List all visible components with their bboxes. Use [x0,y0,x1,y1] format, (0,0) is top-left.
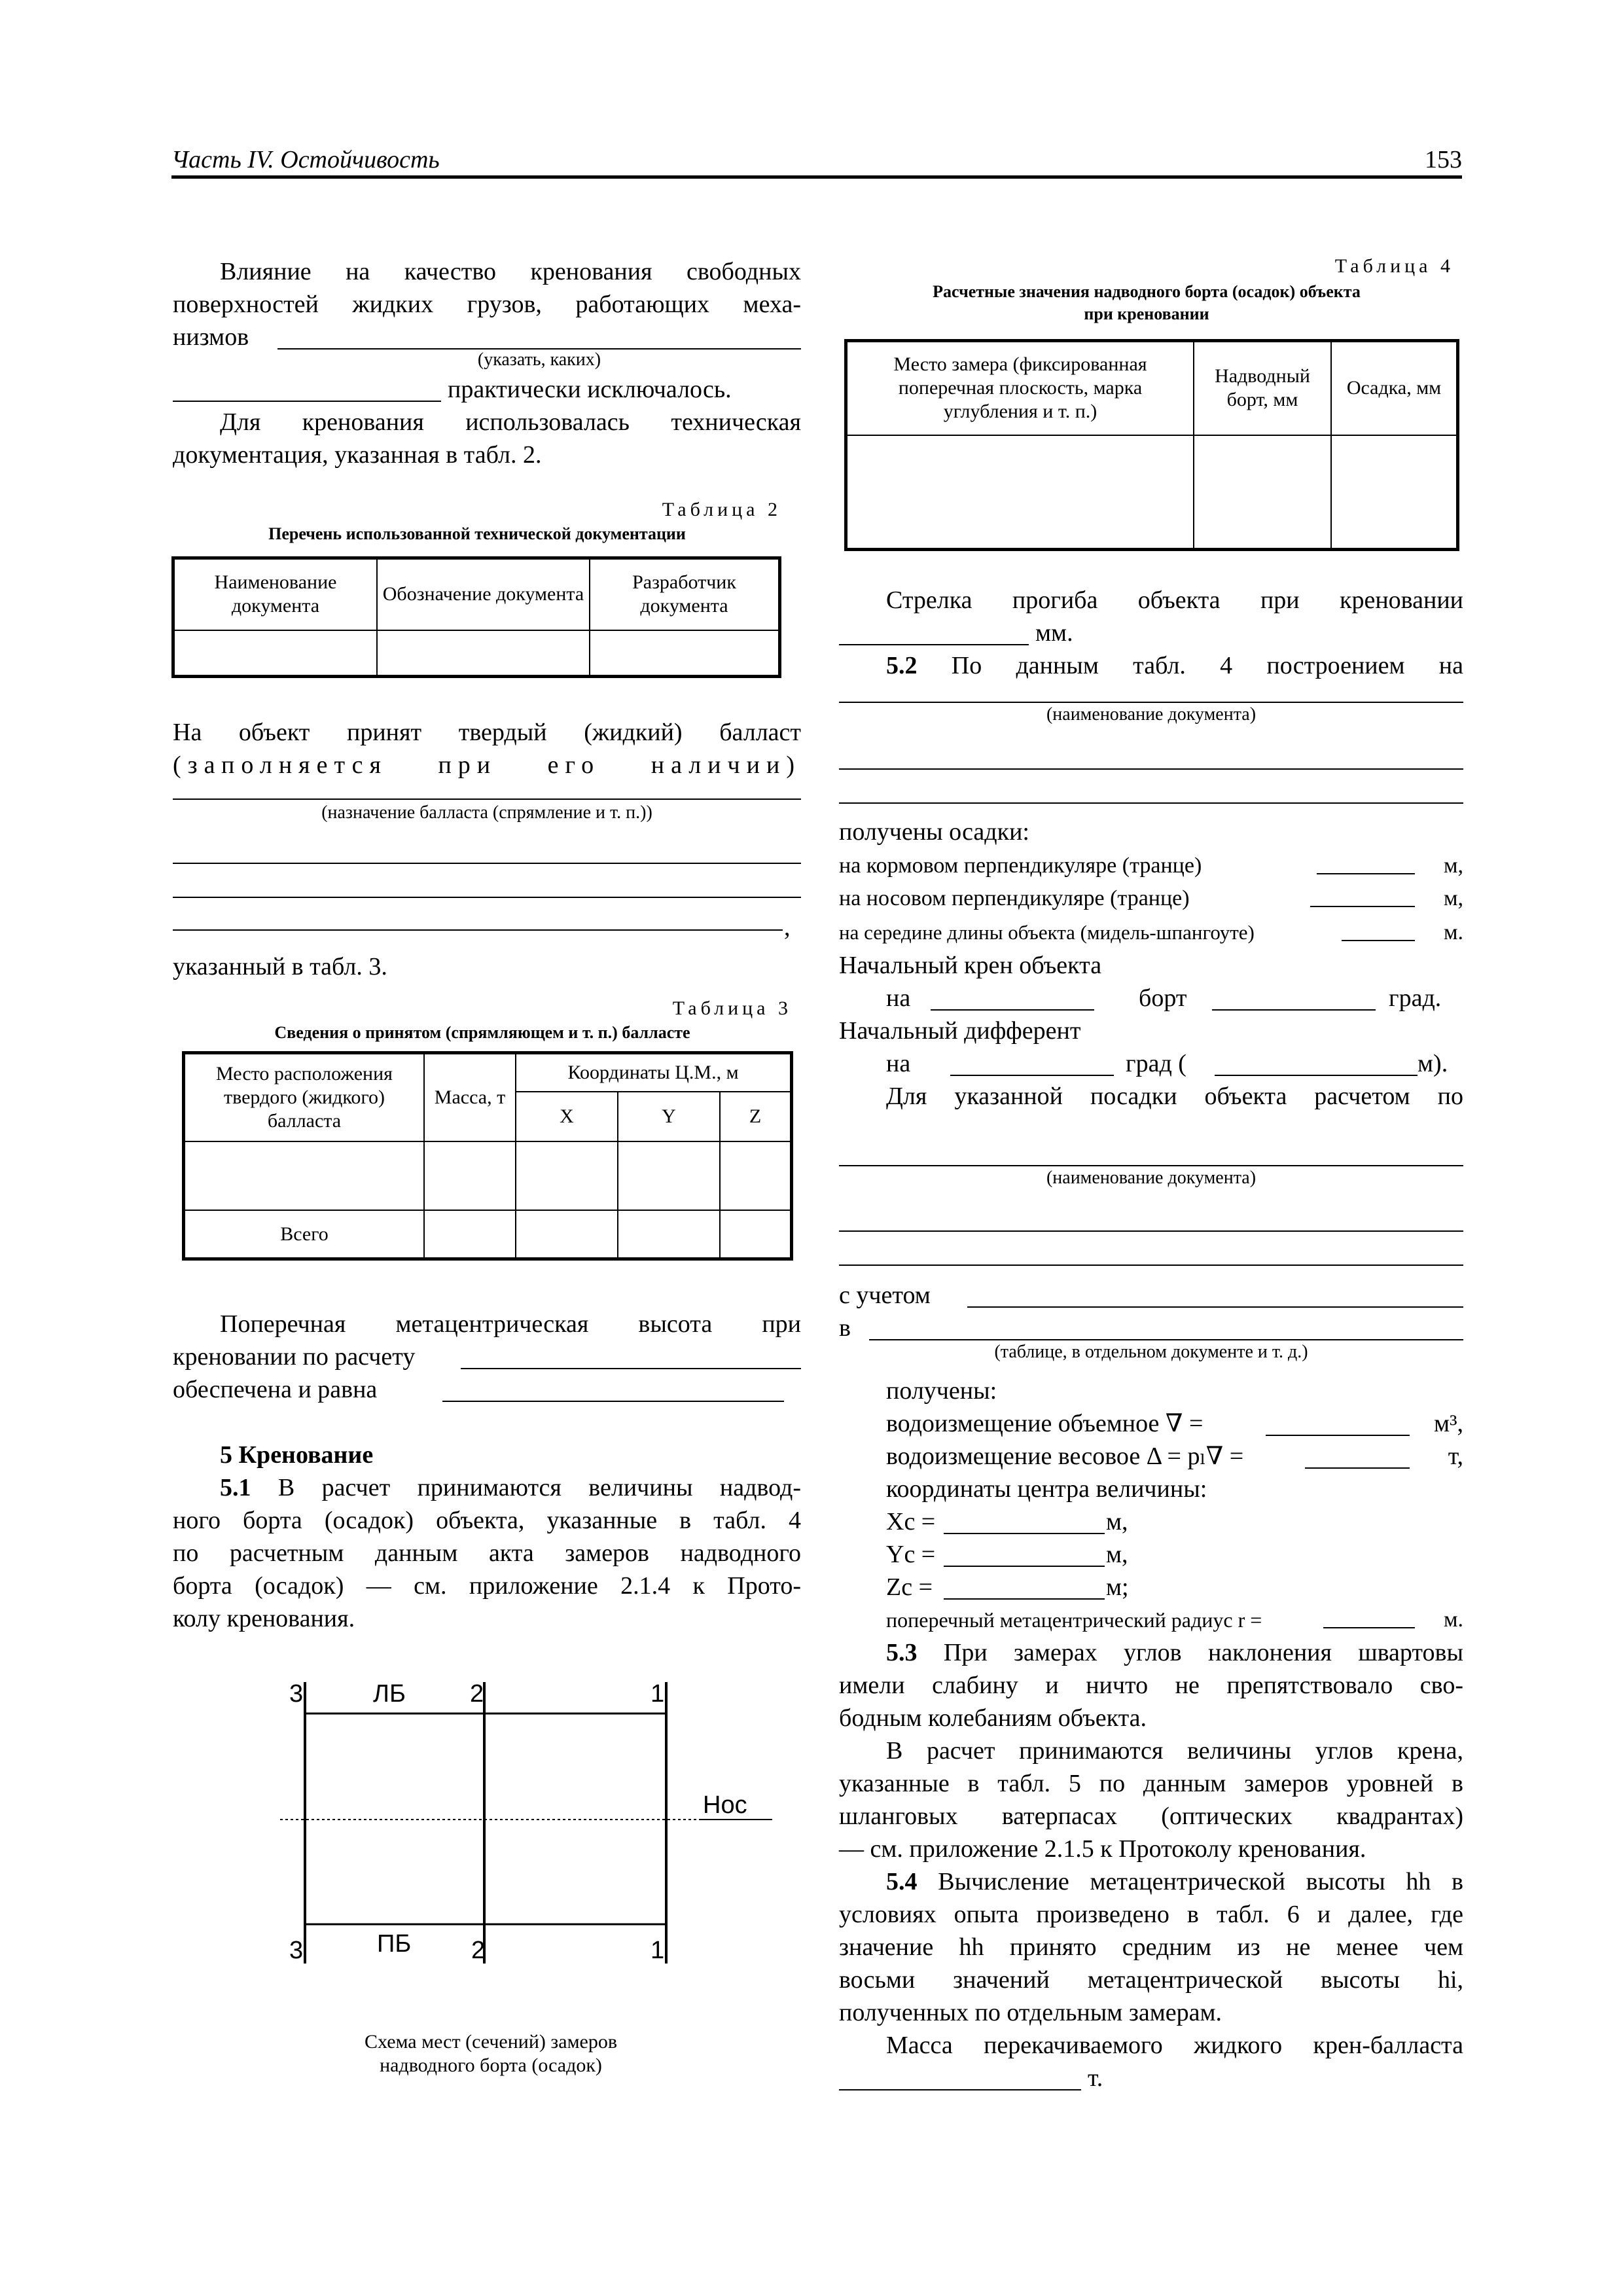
fill-line-trim-deg [950,1075,1114,1076]
table3-total-label: Всего [184,1210,425,1259]
para-free-surfaces-2: поверхностей жидких грузов, работающих меха- [173,291,801,318]
para-deflection: Стрелка прогиба объекта при креновании [886,586,1463,614]
fill-line-with-account [967,1306,1463,1308]
table4-title-2: при креновании [1084,304,1209,323]
fill-line-in [869,1339,1463,1340]
table3-header-z: Z [720,1092,792,1141]
unit-t: т, [1448,1443,1463,1470]
para-54-4: восьми значений метацентрической высоты hi, [839,1966,1463,1994]
text-by-calc: креновании по расчету [173,1343,416,1371]
table3-header-y: Y [618,1092,720,1141]
table2-header-designation: Обозначение документа [377,558,590,630]
para-mass: Масса перекачиваемого жидкого крен-балласта [886,2032,1463,2059]
running-header-title: Часть IV. Остойчивость [171,146,440,173]
header-rule [171,175,1462,179]
row-fwd-draft [839,884,1463,914]
table3-cell[interactable] [516,1141,618,1211]
fill-line-mechanisms [277,348,801,350]
para-51-2: ного борта (осадок) объекта, указанные в табл. 4 [173,1507,801,1534]
para-ballast-3: указанный в табл. 3. [173,953,387,980]
para-51-4: борта (осадок) — см. приложение 2.1.4 к Прото- [173,1572,801,1600]
fill-line-heel-deg [1212,1009,1376,1011]
s51-text: В расчет принимаются величины надвод- [277,1474,802,1501]
para-angles-2: указанные в табл. 5 по данным замеров уровней в [839,1770,1463,1797]
row-with-account [839,1279,1463,1312]
text-volume-displacement: водоизмещение объемное ∇ = [886,1410,1204,1437]
label-lb: ЛБ [373,1680,406,1708]
para-angles-1: В расчет принимаются величины углов крена, [886,1737,1463,1765]
text-obtained: получены: [886,1377,997,1405]
caption-document-name: (наименование документа) [1046,704,1257,725]
fill-line-heel-side [931,1009,1094,1011]
para-angles-3: шланговых ватерпасах (оптических квадрантах) [839,1803,1463,1830]
s51-number: 5.1 [220,1474,251,1501]
fill-line [839,768,1463,770]
table3 [182,1051,793,1261]
para-mass-2 [839,2062,1463,2094]
table2 [171,556,781,678]
row-weight-displacement [886,1440,1463,1473]
text-xc: Xc = [886,1508,936,1535]
table2-cell[interactable] [377,630,590,677]
para-metacentric-2 [173,1340,801,1373]
fill-line [839,802,1463,804]
table4-number: Таблица 4 [1334,255,1454,277]
fill-line-trim-m [1215,1075,1418,1076]
fill-line-fwd [1310,906,1415,907]
para-calc: Для указанной посадки объекта расчетом по [886,1083,1463,1110]
table3-number: Таблица 3 [672,997,792,1019]
para-docs-1: Для кренования использовалась техническая [220,408,801,436]
table3-cell[interactable] [618,1210,720,1259]
fill-line-equal [442,1401,784,1402]
para-53-2: имели слабину и ничто не препятствовало сво- [839,1672,1463,1699]
text-metacentric-radius: поперечный метацентрический радиус r = [886,1608,1262,1632]
right-body-2 [839,1636,1463,2094]
unit-m: м, [1443,853,1463,878]
caption-ballast-purpose: (назначение балласта (спрямление и т. п.)) [321,802,652,823]
unit-m-end: м. [1443,920,1463,944]
fill-line-radius [1323,1627,1415,1628]
text-excluded: практически исключалось. [448,376,732,403]
fill-line-yc [944,1566,1105,1567]
table4-header-freeboard: Надводный борт, мм [1194,341,1331,435]
text-zc: Zc = [886,1573,933,1601]
text-deg-open: град ( [1126,1050,1186,1077]
para-deflection-2 [839,617,1463,649]
table2-cell[interactable] [590,630,780,677]
para-free-surfaces-4 [173,373,801,406]
fill-line [173,929,783,931]
para-54-2: условиях опыта произведено в табл. 6 и далее, где [839,1901,1463,1928]
caption-document-name-2: (наименование документа) [1046,1168,1257,1188]
para-metacentric-1: Поперечная метацентрическая высота при [220,1310,801,1338]
text-equal: обеспечена и равна [173,1376,378,1403]
table2-title: Перечень использованной технической документации [268,524,686,543]
fill-line [839,1265,1463,1266]
fill-line-excluded [173,401,441,402]
para-51-5: колу кренования. [173,1605,355,1632]
table3-cell[interactable] [720,1141,792,1211]
table4-cell[interactable] [846,435,1194,550]
text-mm: мм. [1035,619,1073,647]
para-free-surfaces-1: Влияние на качество кренования свободных [220,258,801,285]
para-free-surfaces-3 [173,321,801,353]
label-1-bottom: 1 [651,1937,665,1964]
row-zc [886,1571,1279,1604]
comma: , [784,914,791,941]
para-54-1 [839,1865,1463,1898]
table3-title: Сведения о принятом (спрямляющем и т. п.) балласте [274,1023,690,1042]
row-yc [886,1538,1279,1571]
unit-m: м, [1106,1508,1128,1535]
text-aft-perp: на кормовом перпендикуляре (транце) [839,853,1202,878]
text-yc: Yc = [886,1541,936,1568]
table4 [844,339,1459,551]
para-53-1 [839,1636,1463,1669]
metacentric-block [173,1308,801,1406]
text-na: на [886,984,911,1012]
table3-cell[interactable] [516,1210,618,1259]
para-54-3: значение hh принято средним из не менее чем [839,1933,1463,1961]
para-metacentric-3 [173,1373,801,1406]
text-initial-heel: Начальный крен объекта [839,952,1102,979]
para-53-3: бодным колебаниям объекта. [839,1704,1147,1732]
table3-header-mass: Масса, т [424,1053,516,1141]
fill-line-volume [1266,1435,1410,1436]
table2-number: Таблица 2 [662,499,781,520]
para-52 [839,649,1463,682]
para-ballast-2: (заполняется при его наличии) [173,751,801,779]
s52-text: По данным табл. 4 построением на [951,652,1464,679]
table3-header-coords: Координаты Ц.М., м [516,1053,792,1092]
para-51-1 [173,1471,801,1504]
table3-cell[interactable] [720,1210,792,1259]
table4-title-1: Расчетные значения надводного борта (осадок) объекта [933,282,1361,301]
fill-line-deflection [839,644,1029,645]
s54-text: Вычисление метацентрической высоты hh в [938,1868,1463,1895]
row-volume-displacement [886,1407,1463,1440]
s52-number: 5.2 [886,652,918,679]
para-ballast-1: На объект принят твердый (жидкий) балласт [173,719,801,746]
table2-header-name: Наименование документа [173,558,378,630]
para-docs-2: документация, указанная в табл. 2. [173,441,542,469]
text-fwd-perp: на носовом перпендикуляре (транце) [839,886,1190,910]
text-with-account: с учетом [839,1282,931,1309]
fill-line-aft [1317,873,1415,874]
ballast-block [173,716,801,781]
table3-header-place: Место расположения твердого (жидкого) балласта [184,1053,425,1141]
row-aft-draft [839,851,1463,881]
text-weight-displacement: водоизмещение весовое Δ = pₗ∇ = [886,1443,1244,1470]
table2-cell[interactable] [173,630,378,677]
right-body-1 [839,584,1463,682]
text-midship: на середине длины объекта (мидель-шпангоуте) [839,921,1255,944]
unit-m3: м³, [1434,1410,1463,1437]
section5-block [173,1439,801,1635]
diagram-caption-2: надводного борта (осадок) [380,2054,602,2076]
label-3-top: 3 [289,1680,304,1708]
table3-header-x: X [516,1092,618,1141]
label-bow: Нос [703,1791,747,1819]
text-in: в [839,1314,851,1342]
text-deg: град. [1389,984,1442,1012]
row-mid-draft [839,918,1463,948]
section5-title: 5 Кренование [220,1441,374,1469]
row-xc [886,1505,1279,1538]
fill-line-document-2 [839,1165,1463,1166]
table4-cell[interactable] [1331,435,1458,550]
unit-m: м, [1443,886,1463,910]
text-m-close: м). [1418,1050,1448,1077]
text-na: на [886,1050,911,1077]
fill-line [173,863,801,864]
label-2-bottom: 2 [471,1937,486,1964]
table3-cell[interactable] [424,1210,516,1259]
fill-line [173,897,801,898]
para-54-5: полученных по отдельным замерам. [839,1999,1222,2026]
text-drafts-obtained: получены осадки: [839,818,1029,846]
unit-m-end: м. [1443,1607,1463,1632]
label-1-top: 1 [651,1680,665,1708]
fill-line [839,1230,1463,1232]
table3-cell[interactable] [184,1141,425,1211]
row-metacentric-radius [886,1605,1463,1635]
label-2-top: 2 [470,1680,484,1708]
table3-cell[interactable] [424,1141,516,1211]
label-3-bottom: 3 [289,1937,304,1964]
unit-t: т. [1088,2064,1103,2092]
fill-line-zc [944,1598,1105,1600]
para-51-3: по расчетным данным акта замеров надводного [173,1539,801,1567]
table4-cell[interactable] [1194,435,1331,550]
s53-number: 5.3 [886,1639,918,1666]
fill-line-xc [944,1533,1105,1534]
unit-m: м, [1106,1541,1128,1568]
left-column [173,255,801,471]
s54-number: 5.4 [886,1868,918,1895]
text-initial-trim: Начальный дифферент [839,1017,1081,1045]
measurement-scheme-diagram [262,1662,785,2016]
fill-line-mid [1342,940,1415,941]
fill-line-weight [1305,1467,1410,1469]
table3-cell[interactable] [618,1141,720,1211]
fill-line-mass [839,2089,1081,2090]
page-number: 153 [1425,146,1462,173]
text-buoyancy-center: координаты центра величины: [886,1475,1207,1503]
s53-text: При замерах углов наклонения швартовы [943,1639,1463,1666]
table4-header-draft: Осадка, мм [1331,341,1458,435]
fill-line-ballast-purpose [173,798,801,800]
table2-header-developer: Разработчик документа [590,558,780,630]
table4-header-place: Место замера (фиксированная поперечная плоскость, марка углубления и т. п.) [846,341,1194,435]
caption-specify-which: (указать, каких) [477,350,601,370]
row-in [839,1312,1463,1344]
label-pb: ПБ [377,1930,412,1958]
text-mechanisms: низмов [173,323,249,351]
fill-line-by-calc [461,1368,801,1369]
caption-table-or-doc: (таблице, в отдельном документе и т. д.) [994,1342,1308,1362]
text-side: борт [1139,984,1187,1012]
diagram-caption-1: Схема мест (сечений) замеров [364,2031,618,2053]
fill-line-document [839,702,1463,703]
para-angles-4: — см. приложение 2.1.5 к Протоколу кренования. [839,1835,1366,1863]
unit-m: м; [1106,1573,1129,1601]
